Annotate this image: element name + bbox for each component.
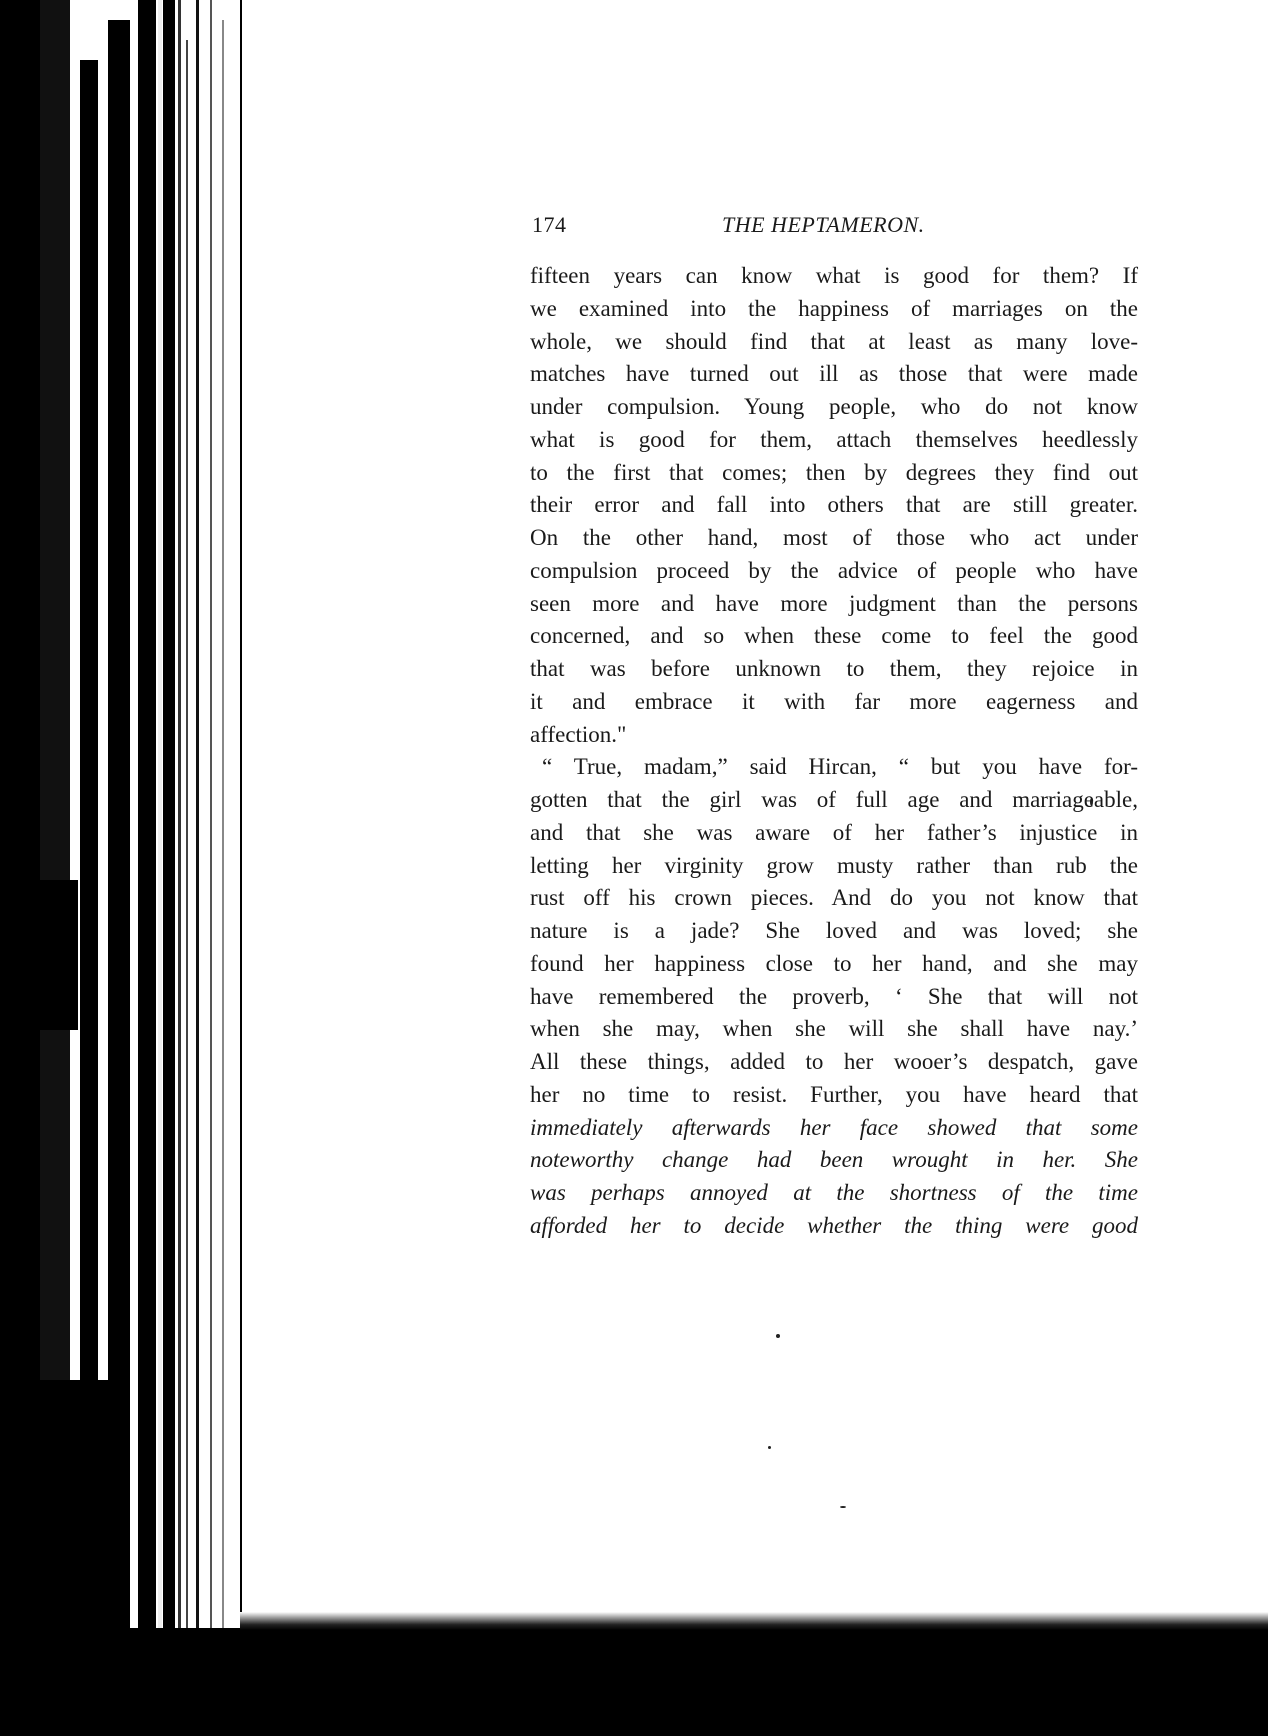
running-title: THE HEPTAMERON. bbox=[722, 212, 925, 237]
text-line: to the first that comes; then by degrees they find out bbox=[530, 459, 1138, 485]
scan-speck bbox=[840, 1506, 846, 1508]
text-line: have remembered the proverb, ‘ She that will not bbox=[530, 983, 1138, 1009]
text-line: gotten that the girl was of full age and marriageable, bbox=[530, 787, 1138, 812]
text-line: On the other hand, most of those who act under bbox=[530, 525, 1138, 550]
text-line: immediately afterwards her face showed that some bbox=[530, 1114, 1138, 1140]
text-line: found her happiness close to her hand, and she may bbox=[530, 950, 1138, 976]
text-line: letting her virginity grow musty rather than rub the bbox=[530, 852, 1138, 878]
text-line: affection." bbox=[530, 721, 627, 747]
text-line: concerned, and so when these come to feel the good bbox=[530, 623, 1138, 649]
running-head bbox=[530, 208, 1138, 242]
text-line: fifteen years can know what is good for them? If bbox=[530, 263, 1138, 288]
text-line: “ True, madam,” said Hircan, “ but you have for- bbox=[542, 754, 1138, 780]
text-line: All these things, added to her wooer’s despatch, gave bbox=[530, 1049, 1138, 1074]
scan-speck bbox=[768, 1446, 771, 1449]
page-number: 174 bbox=[532, 212, 567, 237]
text-line: their error and fall into others that are still greater. bbox=[530, 492, 1138, 518]
text-line: compulsion proceed by the advice of people who have bbox=[530, 557, 1138, 583]
text-line: noteworthy change had been wrought in her. She bbox=[530, 1147, 1138, 1173]
book-page bbox=[530, 208, 1138, 1243]
book-gutter-shadow bbox=[0, 0, 260, 1736]
text-line: we examined into the happiness of marriages on the bbox=[530, 295, 1138, 321]
text-line: whole, we should find that at least as many love- bbox=[530, 328, 1138, 354]
text-line: what is good for them, attach themselves heedlessly bbox=[530, 426, 1138, 452]
bottom-shadow-band bbox=[0, 1628, 1268, 1736]
text-line: when she may, when she will she shall have nay.’ bbox=[530, 1016, 1138, 1042]
body-text bbox=[530, 260, 1138, 1243]
text-line: under compulsion. Young people, who do not know bbox=[530, 394, 1138, 419]
text-line: it and embrace it with far more eagerness and bbox=[530, 688, 1138, 714]
text-line: nature is a jade? She loved and was loved; she bbox=[530, 918, 1138, 943]
scan-speck bbox=[776, 1334, 780, 1338]
text-line: and that she was aware of her father’s injustice in bbox=[530, 819, 1138, 845]
text-line: her no time to resist. Further, you have heard that bbox=[530, 1081, 1138, 1107]
text-line: afforded her to decide whether the thing were good bbox=[530, 1212, 1138, 1238]
text-line: that was before unknown to them, they rejoice in bbox=[530, 656, 1138, 681]
text-line: rust off his crown pieces. And do you not know that bbox=[530, 885, 1138, 911]
text-line: seen more and have more judgment than the persons bbox=[530, 590, 1138, 616]
text-line: matches have turned out ill as those that were made bbox=[530, 361, 1138, 387]
text-line: was perhaps annoyed at the shortness of the time bbox=[530, 1180, 1138, 1205]
